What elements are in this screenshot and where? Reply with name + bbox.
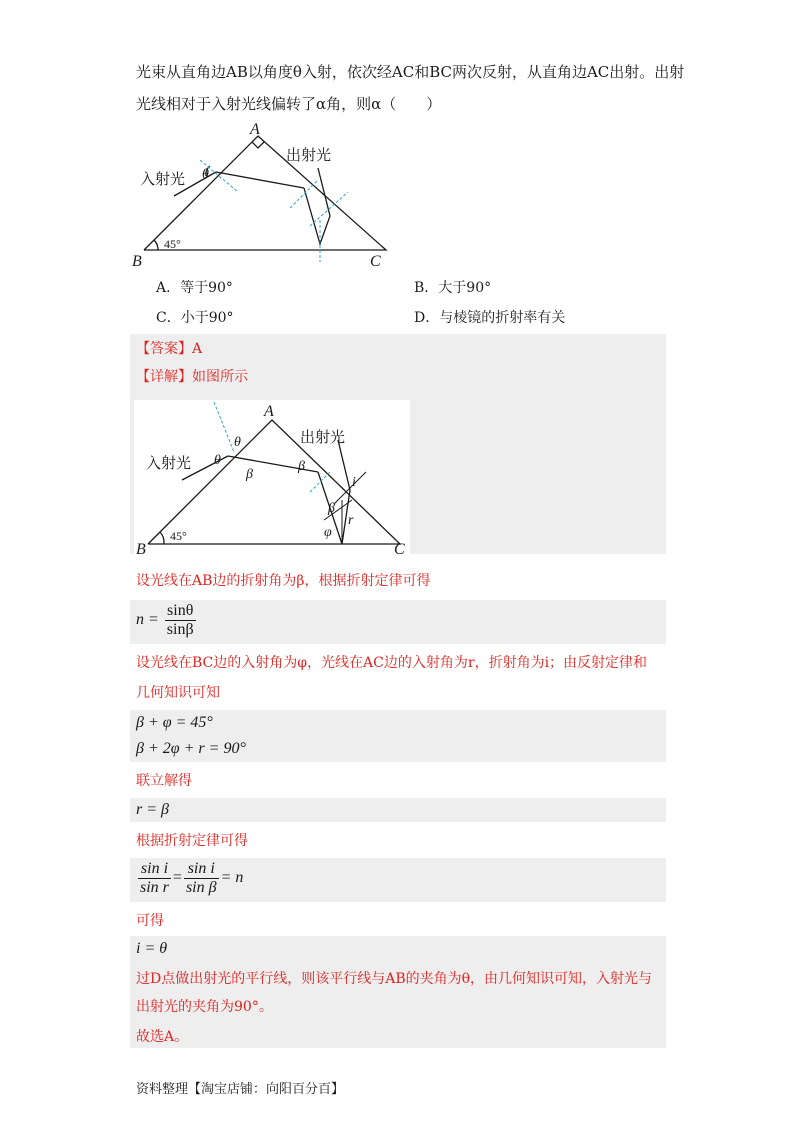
phi-label: φ: [324, 525, 332, 540]
solution-step-3: 联立解得: [136, 773, 192, 789]
detail-text: 如图所示: [192, 369, 248, 385]
theta-label: θ: [202, 167, 209, 182]
solution-step-2a: 设光线在BC边的入射角为φ，光线在AC边的入射角为r，折射角为i；由反射定律和: [136, 655, 648, 671]
eq5-equals: =: [172, 869, 182, 887]
eq4-background: [130, 798, 666, 822]
prism-figure-2: [134, 400, 410, 558]
eq1: [136, 602, 198, 639]
eq1-numerator: sinθ: [165, 602, 196, 621]
outgoing-label: 出射光: [300, 430, 346, 446]
right-angle-mark: [252, 142, 264, 148]
eq1-denominator: sinβ: [166, 621, 194, 638]
eq5-tail: = n: [220, 869, 244, 887]
r-label: r: [348, 513, 354, 528]
incident-label: 入射光: [146, 456, 192, 472]
solution-step-6b: 出射光的夹角为90°。: [136, 999, 273, 1015]
outgoing-label: 出射光: [286, 148, 332, 164]
prism-figure-1: [130, 120, 390, 270]
eq1-background: [130, 600, 666, 644]
beta-label-3: β: [328, 501, 335, 516]
eq1-fraction: [165, 602, 196, 639]
eq5-denominator-2: sin β: [185, 879, 217, 896]
vertex-c: C: [370, 253, 381, 270]
eq1-lhs: n =: [136, 611, 159, 629]
vertex-c: C: [394, 541, 405, 558]
vertex-a: A: [264, 403, 274, 420]
eq5: [136, 860, 243, 897]
ray-2: [304, 168, 330, 244]
theta-label-1: θ: [214, 453, 221, 468]
option-c[interactable]: C．小于90°: [156, 310, 234, 326]
angle-45-label: 45°: [164, 237, 181, 251]
solution-step-4: 根据折射定律可得: [136, 833, 248, 849]
eq5-fraction-1: [138, 860, 171, 897]
question-line-1: 光束从直角边AB以角度θ入射，依次经AC和BC两次反射，从直角边AC出射。出射: [136, 63, 685, 81]
detail-label: 【详解】: [136, 369, 192, 385]
theta-label-2: θ: [234, 435, 241, 450]
eq4: r = β: [136, 801, 169, 818]
solution-conclusion: 故选A。: [136, 1029, 189, 1045]
eq6: i = θ: [136, 940, 168, 957]
normal-ac-1: [290, 180, 318, 208]
solution-step-1: 设光线在AB边的折射角为β，根据折射定律可得: [136, 573, 431, 589]
eq5-numerator-1: sin i: [138, 860, 171, 879]
angle-45-arc: [154, 240, 158, 250]
i-label: i: [352, 475, 356, 490]
solution-step-2b: 几何知识可知: [136, 685, 220, 701]
solution-step-5: 可得: [136, 913, 164, 929]
vertex-b: B: [132, 253, 142, 270]
incident-label: 入射光: [140, 172, 186, 188]
answer-label: 【答案】: [136, 341, 192, 357]
answer-value: A: [192, 341, 203, 357]
eq5-denominator-1: sin r: [140, 879, 169, 896]
final-background: [130, 936, 666, 1048]
eq5-fraction-2: [184, 860, 219, 897]
option-d[interactable]: D．与棱镜的折射率有关: [414, 310, 566, 326]
beta-label-1: β: [246, 467, 253, 482]
footer: 资料整理【淘宝店铺：向阳百分百】: [136, 1082, 345, 1097]
angle-45-label: 45°: [170, 529, 187, 543]
ray-1: [216, 172, 304, 188]
normal-ac-2: [310, 192, 348, 226]
detail-line: [136, 366, 248, 388]
answer-line: [136, 338, 202, 360]
option-a[interactable]: A．等于90°: [156, 280, 233, 296]
vertex-a: A: [250, 121, 260, 138]
vertex-b: B: [136, 541, 146, 558]
solution-step-6a: 过D点做出射光的平行线，则该平行线与AB的夹角为θ，由几何知识可知，入射光与: [136, 971, 653, 987]
option-b[interactable]: B．大于90°: [414, 280, 492, 296]
question-line-2: 光线相对于入射光线偏转了α角，则α（ ）: [136, 95, 442, 113]
eq2: β + φ = 45°: [136, 714, 213, 731]
eq5-numerator-2: sin i: [184, 860, 219, 879]
eq3: β + 2φ + r = 90°: [136, 740, 246, 757]
beta-label-2: β: [298, 459, 305, 474]
